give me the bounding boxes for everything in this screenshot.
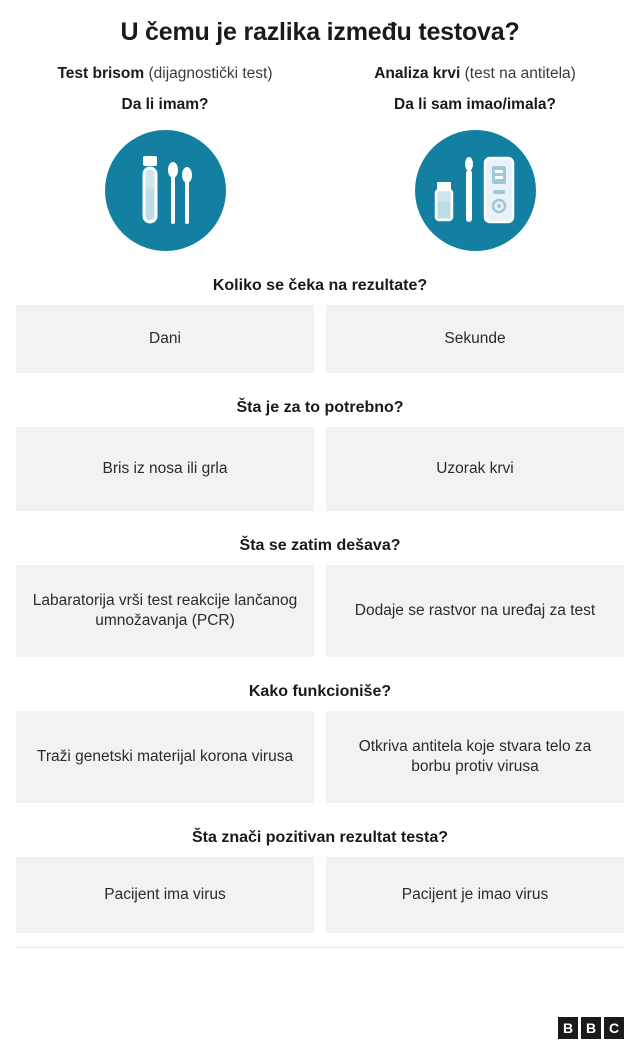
cell-wait-time-right: Sekunde bbox=[326, 305, 624, 373]
section-title-requirements: Šta je za to potrebno? bbox=[236, 399, 404, 416]
swab-test-icon bbox=[105, 130, 226, 251]
column-blood-heading bbox=[326, 65, 624, 83]
column-headers bbox=[16, 65, 624, 251]
bbc-logo-letter-2: B bbox=[581, 1017, 601, 1039]
column-swab bbox=[16, 65, 314, 251]
cell-process-left: Labaratorija vrši test reakcije lančanog umnožavanja (PCR) bbox=[16, 565, 314, 657]
column-blood bbox=[326, 65, 624, 251]
section-title-how-it-works: Kako funkcioniše? bbox=[248, 683, 392, 700]
column-blood-icon-wrap bbox=[326, 130, 624, 251]
cell-positive-result-right: Pacijent je imao virus bbox=[326, 857, 624, 933]
section-row-how-it-works bbox=[16, 711, 624, 803]
page-title: U čemu je razlika između testova? bbox=[120, 18, 520, 46]
column-swab-heading-bold: Test brisom bbox=[57, 65, 145, 82]
section-row-process bbox=[16, 565, 624, 657]
blood-test-icon-svg bbox=[425, 148, 525, 234]
column-blood-heading-bold: Analiza krvi bbox=[374, 65, 461, 82]
section-title-wait-time: Koliko se čeka na rezultate? bbox=[212, 277, 428, 294]
blood-test-icon bbox=[415, 130, 536, 251]
cell-wait-time-left: Dani bbox=[16, 305, 314, 373]
section-row-wait-time bbox=[16, 305, 624, 373]
column-blood-subheading: Da li sam imao/imala? bbox=[394, 96, 556, 113]
cell-how-it-works-left: Traži genetski materijal korona virusa bbox=[16, 711, 314, 803]
column-swab-heading bbox=[16, 65, 314, 83]
column-swab-icon-wrap bbox=[16, 130, 314, 251]
cell-requirements-right: Uzorak krvi bbox=[326, 427, 624, 511]
cell-positive-result-left: Pacijent ima virus bbox=[16, 857, 314, 933]
section-row-positive-result bbox=[16, 857, 624, 933]
swab-test-icon-svg bbox=[117, 148, 213, 234]
cell-requirements-left: Bris iz nosa ili grla bbox=[16, 427, 314, 511]
bbc-logo bbox=[558, 1017, 624, 1039]
cell-process-right: Dodaje se rastvor na uređaj za test bbox=[326, 565, 624, 657]
footer-divider bbox=[16, 947, 624, 948]
column-swab-subheading: Da li imam? bbox=[121, 96, 209, 113]
bbc-logo-letter-3: C bbox=[604, 1017, 624, 1039]
bbc-logo-letter-1: B bbox=[558, 1017, 578, 1039]
section-row-requirements bbox=[16, 427, 624, 511]
column-swab-heading-rest: (dijagnostički test) bbox=[144, 65, 273, 82]
section-title-positive-result: Šta znači pozitivan rezultat testa? bbox=[191, 829, 449, 846]
column-blood-heading-rest: (test na antitela) bbox=[460, 65, 576, 82]
section-title-process: Šta se zatim dešava? bbox=[239, 537, 401, 554]
cell-how-it-works-right: Otkriva antitela koje stvara telo za borbu protiv virusa bbox=[326, 711, 624, 803]
